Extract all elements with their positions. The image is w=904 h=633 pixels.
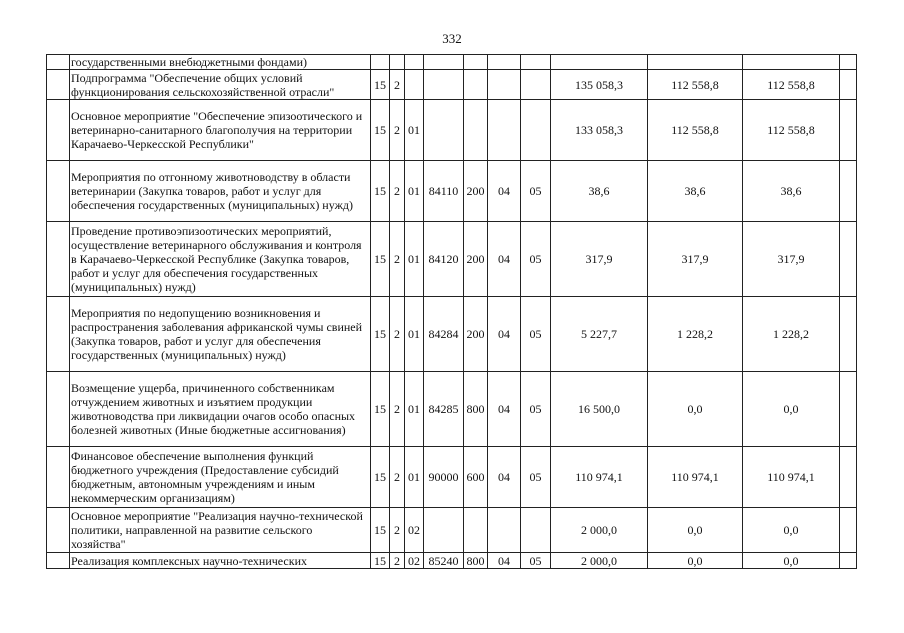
amount-cell: 0,0 [648,553,743,569]
row-margin-cell [47,553,70,569]
code-cell: 2 [390,372,405,447]
table-row [47,508,857,553]
code-cell: 05 [521,222,551,297]
code-cell [488,508,521,553]
item-name-cell: государственными внебюджетными фондами) [70,55,371,70]
code-cell: 01 [405,447,424,508]
code-cell [521,70,551,100]
item-name-cell: Мероприятия по недопущению возникновения и распространения заболевания африканской чумы свиней (Закупка товаров, работ и услуг для обеспечения государственных (муниципальных) нужд) [70,297,371,372]
row-margin-cell [47,161,70,222]
row-margin-cell [47,222,70,297]
row-margin-cell [47,297,70,372]
code-cell [488,70,521,100]
code-cell [424,508,464,553]
amount-cell: 1 228,2 [743,297,840,372]
code-cell: 01 [405,372,424,447]
row-margin-cell [840,447,857,508]
row-margin-cell [47,100,70,161]
code-cell: 84110 [424,161,464,222]
code-cell: 15 [371,161,390,222]
amount-cell: 38,6 [743,161,840,222]
amount-cell: 112 558,8 [743,70,840,100]
code-cell [424,55,464,70]
code-cell: 15 [371,297,390,372]
code-cell: 05 [521,447,551,508]
code-cell [464,70,488,100]
code-cell: 84284 [424,297,464,372]
table-row [47,70,857,100]
amount-cell: 110 974,1 [648,447,743,508]
item-name-cell: Основное мероприятие "Обеспечение эпизоотического и ветеринарно-санитарного благополучия на территории Карачаево-Черкесской Республики" [70,100,371,161]
item-name-cell: Финансовое обеспечение выполнения функций бюджетного учреждения (Предоставление субсидий бюджетным, автономным учреждениям и иным некоммерческим организациям) [70,447,371,508]
amount-cell [551,55,648,70]
code-cell: 200 [464,297,488,372]
row-margin-cell [840,222,857,297]
code-cell: 200 [464,222,488,297]
code-cell: 84285 [424,372,464,447]
row-margin-cell [840,55,857,70]
row-margin-cell [840,372,857,447]
amount-cell: 5 227,7 [551,297,648,372]
code-cell [521,100,551,161]
row-margin-cell [840,100,857,161]
code-cell [464,508,488,553]
row-margin-cell [840,297,857,372]
amount-cell: 1 228,2 [648,297,743,372]
amount-cell: 0,0 [648,372,743,447]
amount-cell: 112 558,8 [648,100,743,161]
code-cell: 04 [488,447,521,508]
code-cell: 2 [390,297,405,372]
code-cell [464,55,488,70]
code-cell: 200 [464,161,488,222]
amount-cell: 317,9 [648,222,743,297]
code-cell: 2 [390,161,405,222]
code-cell: 15 [371,222,390,297]
code-cell: 2 [390,222,405,297]
code-cell [521,55,551,70]
row-margin-cell [840,161,857,222]
code-cell: 05 [521,372,551,447]
amount-cell: 16 500,0 [551,372,648,447]
item-name-cell: Основное мероприятие "Реализация научно-технической политики, направленной на развитие сельского хозяйства" [70,508,371,553]
amount-cell: 110 974,1 [551,447,648,508]
budget-table [46,54,857,569]
table-row [47,297,857,372]
code-cell: 04 [488,553,521,569]
code-cell: 15 [371,553,390,569]
code-cell [405,70,424,100]
code-cell: 02 [405,508,424,553]
code-cell: 04 [488,372,521,447]
item-name-cell: Мероприятия по отгонному животноводству в области ветеринарии (Закупка товаров, работ и услуг для обеспечения государственных (муниципальных) нужд) [70,161,371,222]
table-row [47,222,857,297]
code-cell: 85240 [424,553,464,569]
row-margin-cell [47,372,70,447]
code-cell: 15 [371,70,390,100]
table-row [47,55,857,70]
code-cell: 05 [521,161,551,222]
code-cell: 84120 [424,222,464,297]
code-cell [424,70,464,100]
code-cell: 04 [488,161,521,222]
amount-cell: 0,0 [743,553,840,569]
code-cell: 15 [371,372,390,447]
amount-cell: 0,0 [743,508,840,553]
code-cell [464,100,488,161]
amount-cell [648,55,743,70]
amount-cell: 0,0 [743,372,840,447]
code-cell: 600 [464,447,488,508]
code-cell [371,55,390,70]
item-name-cell: Возмещение ущерба, причиненного собственникам отчуждением животных и изъятием продукции животноводства при ликвидации очагов особо опасных болезней животных (Иные бюджетные ассигнования) [70,372,371,447]
amount-cell: 0,0 [648,508,743,553]
code-cell [488,55,521,70]
amount-cell: 112 558,8 [648,70,743,100]
code-cell: 15 [371,508,390,553]
code-cell: 01 [405,161,424,222]
item-name-cell: Реализация комплексных научно-технических [70,553,371,569]
code-cell [424,100,464,161]
table-row [47,553,857,569]
code-cell: 15 [371,100,390,161]
code-cell: 2 [390,553,405,569]
amount-cell: 38,6 [648,161,743,222]
item-name-cell: Проведение противоэпизоотических мероприятий, осуществление ветеринарного обслуживания и контроля в Карачаево-Черкесской Республике (Закупка товаров, работ и услуг для обеспечения государственных (муниципальных) нужд) [70,222,371,297]
code-cell: 05 [521,553,551,569]
amount-cell: 135 058,3 [551,70,648,100]
code-cell [521,508,551,553]
code-cell: 2 [390,100,405,161]
code-cell: 02 [405,553,424,569]
row-margin-cell [47,70,70,100]
table-row [47,100,857,161]
item-name-cell: Подпрограмма "Обеспечение общих условий функционирования сельскохозяйственной отрасли" [70,70,371,100]
code-cell: 800 [464,372,488,447]
row-margin-cell [47,447,70,508]
code-cell [405,55,424,70]
amount-cell: 2 000,0 [551,508,648,553]
code-cell: 2 [390,70,405,100]
code-cell: 01 [405,297,424,372]
code-cell: 90000 [424,447,464,508]
row-margin-cell [840,70,857,100]
row-margin-cell [47,55,70,70]
code-cell: 01 [405,100,424,161]
code-cell: 2 [390,508,405,553]
code-cell: 800 [464,553,488,569]
amount-cell: 110 974,1 [743,447,840,508]
row-margin-cell [840,553,857,569]
code-cell: 04 [488,222,521,297]
code-cell: 05 [521,297,551,372]
code-cell: 01 [405,222,424,297]
table-row [47,372,857,447]
code-cell [488,100,521,161]
page-number: 332 [442,31,462,46]
amount-cell: 2 000,0 [551,553,648,569]
code-cell: 15 [371,447,390,508]
amount-cell: 38,6 [551,161,648,222]
amount-cell: 112 558,8 [743,100,840,161]
row-margin-cell [47,508,70,553]
table-row [47,161,857,222]
table-row [47,447,857,508]
amount-cell: 317,9 [743,222,840,297]
amount-cell: 317,9 [551,222,648,297]
row-margin-cell [840,508,857,553]
code-cell: 04 [488,297,521,372]
amount-cell: 133 058,3 [551,100,648,161]
amount-cell [743,55,840,70]
code-cell: 2 [390,447,405,508]
code-cell [390,55,405,70]
